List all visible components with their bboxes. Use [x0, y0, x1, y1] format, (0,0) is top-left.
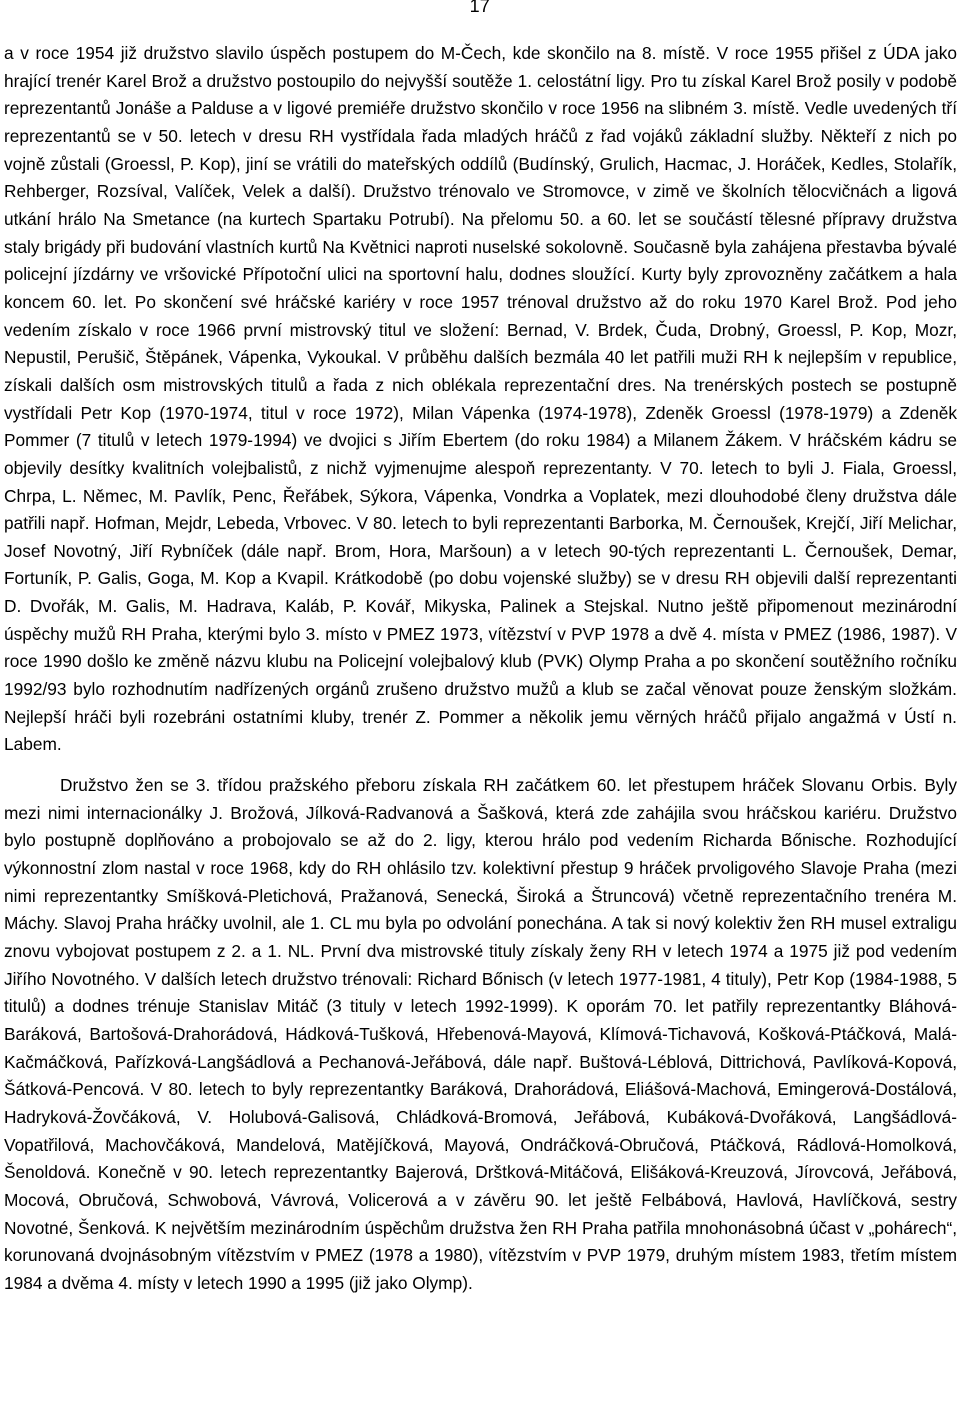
page-number: 17	[469, 0, 490, 16]
paragraph-men-team-history: a v roce 1954 již družstvo slavilo úspěch postupem do M-Čech, kde skončilo na 8. místě. V roce 1955 přišel z ÚDA jako hrající trenér Karel Brož a družstvo postoupilo do nejvyšší soutěže 1. celostátní ligy. Pro tu získal Karel Brož posily v podobě reprezentantů Jonáše a Palduse a v ligové premiéře družstvo skončilo v roce 1956 na slibném 3. místě. Vedle uvedených tří reprezentantů se v 50. letech v dresu RH vystřídala řada mladých hráčů z řad vojáků základní služby. Někteří z nich po vojně zůstali (Groessl, P. Kop), jiní se vrátili do mateřských oddílů (Budínský, Grulich, Hacmac, J. Horáček, Kedles, Stolařík, Rehberger, Rozsíval, Valíček, Velek a další). Družstvo trénovalo ve Stromovce, v zimě ve školních tělocvičnách a ligová utkání hrálo Na Smetance (na kurtech Spartaku Potrubí). Na přelomu 50. a 60. let se součástí tělesné přípravy družstva staly brigády při budování vlastních kurtů Na Květnici naproti nuselské sokolovně. Současně byla zahájena přestavba bývalé policejní jízdárny ve vršovické Přípotoční ulici na sportovní halu, dodnes sloužící. Kurty byly zprovozněny začátkem a hala koncem 60. let. Po skončení své hráčské kariéry v roce 1957 trénoval družstvo až do roku 1970 Karel Brož. Pod jeho vedením získalo v roce 1966 první mistrovský titul ve složení: Bernad, V. Brdek, Čuda, Drobný, Groessl, P. Kop, Mozr, Nepustil, Perušič, Štěpánek, Vápenka, Vykoukal. V průběhu dalších bezmála 40 let patřili muži RH k nejlepším v republice, získali dalších osm mistrovských titulů a řada z nich oblékala reprezentační dres. Na trenérských postech se postupně vystřídali Petr Kop (1970-1974, titul v roce 1972), Milan Vápenka (1974-1978), Zdeněk Groessl (1978-1979) a Zdeněk Pommer (7 titulů v letech 1979-1994) ve dvojici s Jiřím Ebertem (do roku 1984) a Milanem Žákem. V hráčském kádru se objevily desítky kvalitních volejbalistů, z nichž vyjmenujme alespoň reprezentanty. V 70. letech to byli J. Fiala, Groessl, Chrpa, L. Němec, M. Pavlík, Penc, Řeřábek, Sýkora, Vápenka, Vondrka a Voplatek, mezi dlouhodobé členy družstva dále patřili např. Hofman, Mejdr, Lebeda, Vrbovec. V 80. letech to byli reprezentanti Barborka, M. Černoušek, Krejčí, Jiří Melichar, Josef Novotný, Jiří Rybníček (dále např. Brom, Hora, Maršoun) a v letech 90-tých reprezentanti L. Černoušek, Demar, Fortuník, P. Galis, Goga, M. Kop a Kvapil. Krátkodobě (po dobu vojenské služby) se v dresu RH objevili další reprezentanti D. Dvořák, M. Galis, M. Hadrava, Kaláb, P. Kovář, Mikyska, Palinek a Stejskal. Nutno ještě připomenout mezinárodní úspěchy mužů RH Praha, kterými bylo 3. místo v PMEZ 1973, vítězství v PVP 1978 a dvě 4. místa v PMEZ (1986, 1987). V roce 1990 došlo ke změně názvu klubu na Policejní volejbalový klub (PVK) Olymp Praha a po skončení soutěžního ročníku 1992/93 bylo rozhodnutím nadřízených orgánů zrušeno družstvo mužů a klub se začal věnovat pouze ženským složkám. Nejlepší hráči byli rozebráni ostatními kluby, trenér Z. Pommer a několik jemu věrných hráčů přijalo angažmá v Ústí n. Labem.	[4, 43, 957, 755]
document-body	[4, 40, 957, 1298]
paragraph-women-team-history: Družstvo žen se 3. třídou pražského přeboru získala RH začátkem 60. let přestupem hráček Slovanu Orbis. Byly mezi nimi internacionálky J. Brožová, Jílková-Radvanová a Šašková, která zde zahájila svou hráčskou kariéru. Družstvo bylo postupně doplňováno a probojovalo se až do 2. ligy, kterou hrálo pod vedením Richarda Bőnische. Rozhodující výkonnostní zlom nastal v roce 1968, kdy do RH ohlásilo tzv. kolektivní přestup 9 hráček prvoligového Slavoje Praha (mezi nimi reprezentantky Smíšková-Pletichová, Pražanová, Senecká, Široká a Štruncová) včetně reprezentačního trenéra M. Máchy. Slavoj Praha hráčky uvolnil, ale 1. CL mu byla po odvolání ponechána. A tak si nový kolektiv žen RH musel extraligu znovu vybojovat postupem z 2. a 1. NL. První dva mistrovské tituly získaly ženy RH v letech 1974 a 1975 již pod vedením Jiřího Novotného. V dalších letech družstvo trénovali: Richard Bőnisch (v letech 1977-1981, 4 tituly), Petr Kop (1984-1988, 5 titulů) a dodnes trénuje Stanislav Mitáč (3 tituly v letech 1992-1999). K oporám 70. let patřily reprezentantky Bláhová-Baráková, Bartošová-Drahorádová, Hádková-Tušková, Hřebenová-Mayová, Klímová-Tichavová, Košková-Ptáčková, Malá-Kačmáčková, Pařízková-Langšádlová a Pechanová-Jeřábová, dále např. Buštová-Léblová, Dittrichová, Pavlíková-Kopová, Šátková-Pencová. V 80. letech to byly reprezentantky Baráková, Drahorádová, Eliášová-Machová, Emingerová-Dostálová, Hadryková-Žovčáková, V. Holubová-Galisová, Chládková-Bromová, Jeřábová, Kubáková-Dvořáková, Langšádlová-Vopatřilová, Machovčáková, Mandelová, Matějíčková, Mayová, Ondráčková-Obručová, Ptáčková, Rádlová-Homolková, Šenoldová. Konečně v 90. letech reprezentantky Bajerová, Drštková-Mitáčová, Elišáková-Kreuzová, Jírovcová, Jeřábová, Mocová, Obručová, Schwobová, Vávrová, Volicerová a v závěru 90. let ještě Felbábová, Havlová, Havlíčková, sestry Novotné, Šenková. K největším mezinárodním úspěchům družstva žen RH Praha patřila mnohonásobná účast v „pohárech“, korunovaná dvojnásobným vítězstvím v PMEZ (1978 a 1980), vítězstvím v PVP 1979, druhým místem 1983, třetím místem 1984 a dvěma 4. místy v letech 1990 a 1995 (již jako Olymp).	[4, 775, 957, 1293]
